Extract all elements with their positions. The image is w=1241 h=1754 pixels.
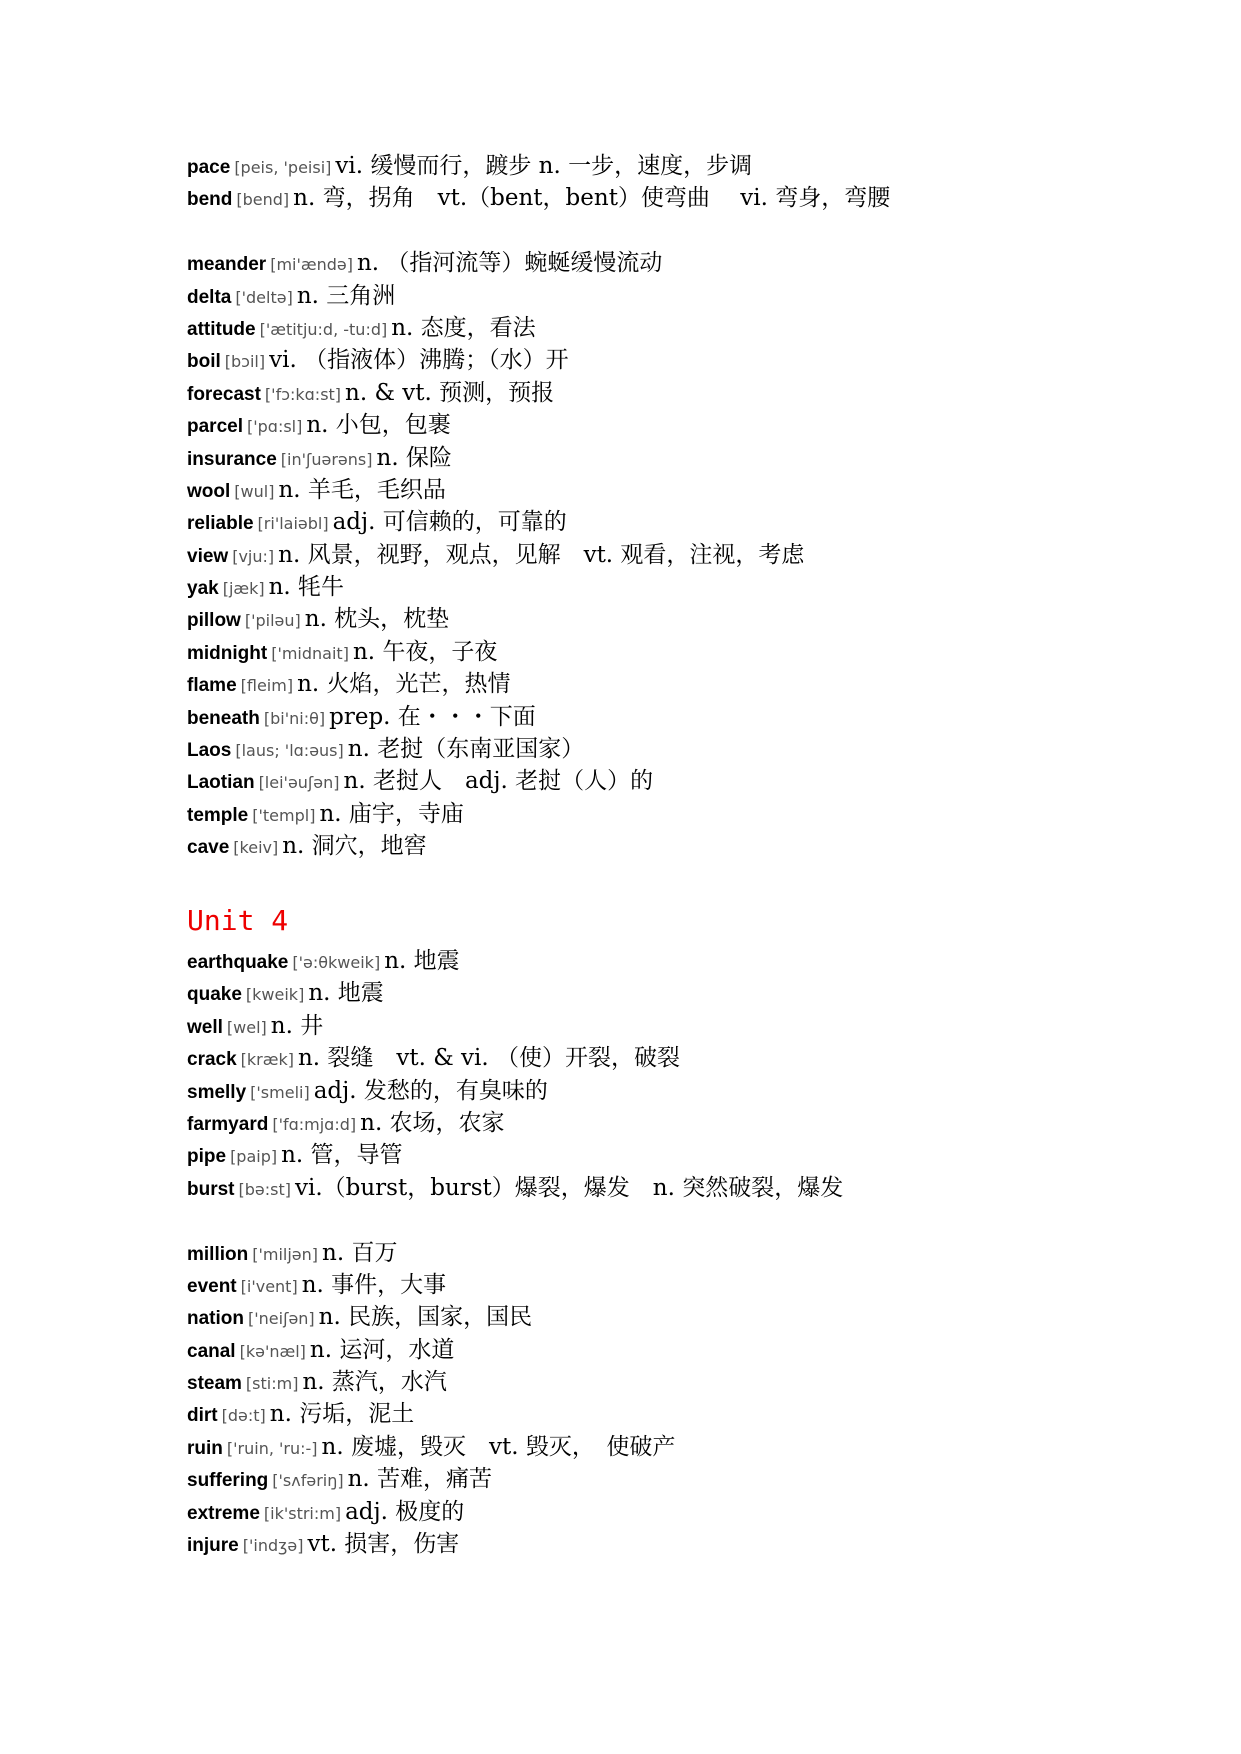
vocab-definition: n. 弯，拐角 vt.（bent，bent）使弯曲 vi. 弯身，弯腰 bbox=[293, 185, 891, 212]
vocab-entry bbox=[187, 945, 1187, 977]
vocab-group bbox=[187, 945, 1187, 1204]
vocab-entry bbox=[187, 1042, 1187, 1074]
vocab-definition: n. 风景，视野，观点，见解 vt. 观看，注视，考虑 bbox=[278, 541, 805, 568]
vocab-entry bbox=[187, 1528, 1187, 1560]
vocab-word: event bbox=[187, 1275, 237, 1297]
vocab-phonetic: [laus; 'lɑ:əus] bbox=[235, 741, 344, 761]
vocab-definition: n. 裂缝 vt. & vi. （使）开裂，破裂 bbox=[297, 1045, 681, 1072]
vocab-phonetic: ['neiʃən] bbox=[248, 1309, 315, 1329]
vocab-word: dirt bbox=[187, 1405, 218, 1427]
vocab-definition: n. 废墟，毁灭 vt. 毁灭， 使破产 bbox=[321, 1433, 676, 1460]
vocab-word: earthquake bbox=[187, 951, 289, 973]
vocab-word: smelly bbox=[187, 1081, 247, 1103]
vocab-phonetic: [fleim] bbox=[240, 676, 294, 696]
vocab-entry bbox=[187, 377, 1187, 409]
vocab-phonetic: ['fɑ:mjɑ:d] bbox=[272, 1114, 357, 1134]
vocab-phonetic: ['sʌfəriŋ] bbox=[272, 1471, 344, 1491]
vocab-entry bbox=[187, 1463, 1187, 1495]
vocab-word: yak bbox=[187, 578, 219, 600]
vocab-definition: n. 洞穴，地窖 bbox=[282, 833, 427, 860]
vocab-word: suffering bbox=[187, 1470, 269, 1492]
group-spacer bbox=[187, 1204, 1187, 1236]
vocab-word: quake bbox=[187, 984, 242, 1006]
vocab-entry bbox=[187, 409, 1187, 441]
vocab-word: pillow bbox=[187, 610, 241, 632]
vocab-definition: vi. （指液体）沸腾；（水）开 bbox=[269, 347, 569, 374]
vocab-phonetic: [də:t] bbox=[221, 1406, 266, 1426]
vocab-word: attitude bbox=[187, 318, 256, 340]
vocab-phonetic: ['fɔ:kɑ:st] bbox=[264, 384, 342, 404]
vocab-word: parcel bbox=[187, 416, 243, 438]
vocab-phonetic: ['ætitju:d, -tu:d] bbox=[259, 319, 388, 339]
vocab-phonetic: [i'vent] bbox=[240, 1276, 298, 1296]
vocab-definition: n. 羊毛，毛织品 bbox=[278, 476, 446, 503]
vocab-word: extreme bbox=[187, 1502, 260, 1524]
vocab-phonetic: ['midnait] bbox=[271, 643, 349, 663]
vocab-definition: n. 民族，国家，国民 bbox=[318, 1304, 533, 1331]
vocab-entry bbox=[187, 830, 1187, 862]
vocab-phonetic: ['deltə] bbox=[235, 287, 293, 307]
vocab-definition: prep. 在・・・下面 bbox=[329, 703, 536, 730]
vocab-phonetic: [vju:] bbox=[232, 546, 275, 566]
vocab-entry bbox=[187, 247, 1187, 279]
vocab-definition: n. 三角洲 bbox=[296, 282, 396, 309]
vocab-definition: n. 午夜，子夜 bbox=[352, 638, 498, 665]
vocab-phonetic: [bɔil] bbox=[224, 352, 266, 372]
vocab-definition: n. & vt. 预测，预报 bbox=[345, 379, 555, 406]
vocab-definition: n. 牦牛 bbox=[268, 574, 345, 601]
vocab-definition: n. 态度，看法 bbox=[391, 314, 536, 341]
vocab-definition: n. 事件，大事 bbox=[301, 1271, 447, 1298]
vocab-word: Laos bbox=[187, 740, 232, 762]
vocab-entry bbox=[187, 506, 1187, 538]
vocab-entry bbox=[187, 312, 1187, 344]
vocab-definition: n. 百万 bbox=[322, 1239, 398, 1266]
vocab-definition: vi.（burst，burst）爆裂，爆发 n. 突然破裂，爆发 bbox=[294, 1174, 844, 1201]
vocab-entry bbox=[187, 344, 1187, 376]
vocab-word: meander bbox=[187, 254, 267, 276]
vocab-phonetic: ['pɑ:sl] bbox=[246, 417, 303, 437]
vocab-definition: adj. 极度的 bbox=[345, 1498, 465, 1525]
vocab-word: injure bbox=[187, 1535, 239, 1557]
vocab-definition: n. （指河流等）蜿蜒缓慢流动 bbox=[356, 250, 663, 277]
vocab-phonetic: [mi'ændə] bbox=[270, 255, 353, 275]
vocab-phonetic: [peis, 'peisi] bbox=[234, 158, 332, 177]
vocab-word: burst bbox=[187, 1178, 235, 1200]
vocab-entry bbox=[187, 1496, 1187, 1528]
vocab-definition: n. 枕头，枕垫 bbox=[304, 606, 450, 633]
vocab-word: delta bbox=[187, 286, 232, 308]
vocab-definition: adj. 发愁的，有臭味的 bbox=[313, 1077, 548, 1104]
vocab-phonetic: ['smeli] bbox=[250, 1082, 310, 1102]
vocab-entry bbox=[187, 1269, 1187, 1301]
vocab-definition: vi. 缓慢而行，踱步 n. 一步，速度，步调 bbox=[335, 153, 753, 179]
vocab-entry bbox=[187, 765, 1187, 797]
vocab-phonetic: [kweik] bbox=[245, 985, 305, 1005]
vocab-phonetic: [lei'əuʃən] bbox=[258, 773, 340, 793]
vocab-phonetic: [wel] bbox=[226, 1017, 267, 1037]
vocab-entry bbox=[187, 1010, 1187, 1042]
vocab-entry bbox=[187, 1139, 1187, 1171]
vocab-definition: n. 庙宇，寺庙 bbox=[319, 800, 464, 827]
vocab-word: view bbox=[187, 545, 229, 567]
vocab-phonetic: ['indʒə] bbox=[242, 1536, 304, 1556]
vocab-definition: n. 苦难，痛苦 bbox=[347, 1466, 493, 1493]
vocab-entry bbox=[187, 442, 1187, 474]
vocab-entry bbox=[187, 182, 1187, 214]
vocab-definition: n. 管，导管 bbox=[281, 1142, 403, 1169]
vocab-definition: n. 农场，农家 bbox=[360, 1109, 505, 1136]
vocab-entry bbox=[187, 1431, 1187, 1463]
vocab-word: million bbox=[187, 1243, 249, 1265]
vocab-phonetic: ['templ] bbox=[252, 805, 316, 825]
vocab-group bbox=[187, 1237, 1187, 1561]
vocab-entry bbox=[187, 1107, 1187, 1139]
vocab-definition: adj. 可信赖的，可靠的 bbox=[332, 509, 567, 536]
vocab-entry bbox=[187, 1237, 1187, 1269]
vocab-word: wool bbox=[187, 480, 231, 502]
vocab-phonetic: ['ruin, 'ru:-] bbox=[226, 1438, 318, 1458]
vocab-entry bbox=[187, 571, 1187, 603]
vocab-word: canal bbox=[187, 1340, 236, 1362]
vocab-entry bbox=[187, 1075, 1187, 1107]
vocab-word: steam bbox=[187, 1373, 242, 1395]
vocab-entry bbox=[187, 280, 1187, 312]
vocab-entry bbox=[187, 1334, 1187, 1366]
vocab-phonetic: [sti:m] bbox=[245, 1374, 299, 1394]
vocab-word: pace bbox=[187, 157, 231, 178]
group-spacer bbox=[187, 863, 1187, 895]
vocab-phonetic: ['ə:θkweik] bbox=[292, 952, 381, 972]
vocabulary-list bbox=[187, 150, 1187, 1560]
vocab-phonetic: [jæk] bbox=[222, 579, 265, 599]
vocab-word: temple bbox=[187, 804, 249, 826]
vocab-definition: n. 小包，包裹 bbox=[306, 412, 451, 439]
vocab-entry bbox=[187, 733, 1187, 765]
vocab-definition: n. 运河，水道 bbox=[309, 1336, 455, 1363]
vocab-phonetic: [paip] bbox=[230, 1147, 278, 1167]
vocab-word: forecast bbox=[187, 383, 261, 405]
vocab-definition: vt. 损害，伤害 bbox=[307, 1531, 460, 1558]
vocab-definition: n. 老挝（东南亚国家） bbox=[347, 736, 585, 763]
vocab-definition: n. 老挝人 adj. 老挝（人）的 bbox=[343, 768, 654, 795]
vocab-group bbox=[187, 247, 1187, 862]
vocab-phonetic: [keiv] bbox=[233, 838, 279, 858]
vocab-entry bbox=[187, 539, 1187, 571]
vocab-definition: n. 井 bbox=[270, 1012, 324, 1039]
vocab-phonetic: [kə'næl] bbox=[239, 1341, 306, 1361]
vocab-phonetic: [wul] bbox=[234, 481, 275, 501]
vocab-entry bbox=[187, 150, 1187, 182]
vocab-word: boil bbox=[187, 351, 221, 373]
vocab-word: cave bbox=[187, 837, 230, 859]
vocab-phonetic: [bend] bbox=[236, 190, 290, 210]
vocab-definition: n. 蒸汽，水汽 bbox=[302, 1369, 447, 1396]
vocab-definition: n. 污垢，泥土 bbox=[269, 1401, 415, 1428]
vocab-definition: n. 火焰，光芒，热情 bbox=[297, 671, 511, 698]
vocab-word: ruin bbox=[187, 1437, 223, 1459]
vocab-entry bbox=[187, 603, 1187, 635]
vocab-entry bbox=[187, 701, 1187, 733]
vocab-phonetic: [ri'laiəbl] bbox=[257, 514, 329, 534]
vocab-phonetic: [ik'stri:m] bbox=[263, 1503, 342, 1523]
vocab-word: midnight bbox=[187, 642, 268, 664]
vocab-phonetic: [bi'ni:θ] bbox=[263, 708, 326, 728]
vocab-phonetic: [in'ʃuərəns] bbox=[280, 449, 373, 469]
vocab-entry bbox=[187, 474, 1187, 506]
vocab-phonetic: [bə:st] bbox=[238, 1179, 291, 1199]
vocab-word: beneath bbox=[187, 707, 260, 729]
vocab-word: Laotian bbox=[187, 772, 255, 794]
vocab-definition: n. 地震 bbox=[384, 947, 460, 974]
vocab-word: bend bbox=[187, 189, 233, 211]
vocab-group bbox=[187, 150, 1187, 215]
vocab-definition: n. 保险 bbox=[376, 444, 452, 471]
unit-heading: Unit 4 bbox=[187, 903, 289, 937]
vocab-word: farmyard bbox=[187, 1113, 269, 1135]
vocab-entry bbox=[187, 636, 1187, 668]
vocab-word: pipe bbox=[187, 1146, 227, 1168]
vocab-entry bbox=[187, 668, 1187, 700]
vocab-word: well bbox=[187, 1016, 223, 1038]
vocab-entry bbox=[187, 977, 1187, 1009]
vocab-word: reliable bbox=[187, 513, 254, 535]
vocab-entry bbox=[187, 1172, 1187, 1204]
vocab-word: nation bbox=[187, 1308, 244, 1330]
vocab-definition: n. 地震 bbox=[308, 980, 384, 1007]
vocab-entry bbox=[187, 1366, 1187, 1398]
vocab-word: crack bbox=[187, 1049, 237, 1071]
vocab-entry bbox=[187, 798, 1187, 830]
group-spacer bbox=[187, 215, 1187, 247]
vocab-word: flame bbox=[187, 675, 237, 697]
vocab-word: insurance bbox=[187, 448, 277, 470]
vocab-entry bbox=[187, 1398, 1187, 1430]
vocab-phonetic: [kræk] bbox=[240, 1050, 294, 1070]
vocab-entry bbox=[187, 1301, 1187, 1333]
vocab-phonetic: ['miljən] bbox=[252, 1244, 319, 1264]
vocab-phonetic: ['piləu] bbox=[244, 611, 301, 631]
